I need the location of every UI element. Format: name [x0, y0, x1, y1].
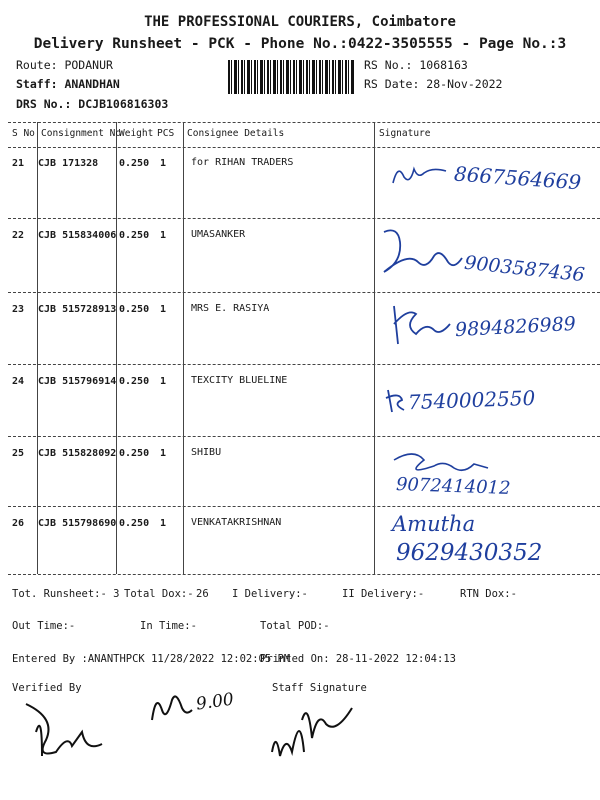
row-pcs: 1 [160, 376, 167, 387]
recipient-signature [384, 386, 410, 416]
row-sno: 26 [12, 518, 25, 529]
row-pcs: 1 [160, 304, 167, 315]
ii-delivery: II Delivery:- [342, 588, 425, 600]
rs-number: RS No.: 1068163 [364, 58, 468, 72]
row-consignee: VENKATAKRISHNAN [191, 517, 282, 528]
row-weight: 0.250 [119, 376, 150, 387]
row-weight: 0.250 [119, 158, 150, 169]
total-dox-label: Total Dox:- [124, 588, 194, 600]
row-consignment-no: CJB 515728913 [38, 304, 117, 315]
row-divider [8, 506, 600, 507]
row-weight: 0.250 [119, 448, 150, 459]
handwritten-phone: 9894826989 [454, 312, 577, 342]
initials-signature [148, 686, 198, 726]
handwritten-phone: 9072414012 [395, 474, 511, 499]
rs-date: RS Date: 28-Nov-2022 [364, 77, 503, 91]
staff-signature [266, 690, 362, 770]
row-weight: 0.250 [119, 518, 150, 529]
verified-by-label: Verified By [12, 682, 82, 694]
total-pod: Total POD:- [260, 620, 330, 632]
table-header-border [8, 147, 600, 148]
row-consignee: for RIHAN TRADERS [191, 157, 294, 168]
row-weight: 0.250 [119, 230, 150, 241]
row-sno: 24 [12, 376, 25, 387]
row-divider [8, 292, 600, 293]
handwritten-time: 9.00 [194, 689, 236, 715]
handwritten-phone: 9629430352 [396, 540, 543, 566]
row-pcs: 1 [160, 158, 167, 169]
row-pcs: 1 [160, 448, 167, 459]
row-consignee: SHIBU [191, 447, 222, 458]
handwritten-name: Amutha [392, 512, 476, 536]
staff-signature-label: Staff Signature [272, 682, 367, 694]
table-top-border [8, 122, 600, 123]
i-delivery: I Delivery:- [232, 588, 308, 600]
recipient-signature [386, 300, 458, 352]
row-consignee: UMASANKER [191, 229, 246, 240]
row-consignment-no: CJB 515796914 [38, 376, 117, 387]
column-header-pcs: PCS [157, 128, 175, 139]
row-divider [8, 218, 600, 219]
row-consignee: MRS E. RASIYA [191, 303, 270, 314]
row-sno: 21 [12, 158, 25, 169]
row-consignment-no: CJB 515798690 [38, 518, 117, 529]
row-consignment-no: CJB 515834006 [38, 230, 117, 241]
staff-label: Staff: ANANDHAN [16, 77, 120, 91]
in-time: In Time:- [140, 620, 197, 632]
row-pcs: 1 [160, 518, 167, 529]
drs-number: DRS No.: DCJB106816303 [16, 97, 169, 111]
route-label: Route: PODANUR [16, 58, 113, 72]
row-weight: 0.250 [119, 304, 150, 315]
barcode [228, 60, 354, 94]
total-dox-value: 26 [196, 588, 209, 600]
row-consignment-no: CJB 171328 [38, 158, 99, 169]
column-header-weight: Weight [119, 128, 154, 139]
row-consignment-no: CJB 515828092 [38, 448, 117, 459]
handwritten-phone: 9003587436 [463, 251, 586, 287]
row-sno: 23 [12, 304, 25, 315]
column-header-consignee: Consignee Details [187, 128, 285, 139]
printed-on: Printed On: 28-11-2022 12:04:13 [260, 653, 456, 665]
handwritten-phone: 8667564669 [453, 161, 582, 195]
verifier-signature [16, 692, 106, 772]
handwritten-phone: 7540002550 [407, 385, 536, 415]
row-divider [8, 436, 600, 437]
column-header-signature: Signature [379, 128, 431, 139]
row-pcs: 1 [160, 230, 167, 241]
table-bottom-border [8, 574, 600, 575]
row-sno: 22 [12, 230, 25, 241]
row-divider [8, 364, 600, 365]
recipient-signature [378, 222, 468, 282]
tot-runsheet: Tot. Runsheet:- 3 [12, 588, 120, 600]
rtn-dox: RTN Dox:- [460, 588, 517, 600]
column-header-sno: S No [12, 128, 35, 139]
row-consignee: TEXCITY BLUELINE [191, 375, 288, 386]
entered-by: Entered By :ANANTHPCK 11/28/2022 12:02:05 PM [12, 653, 291, 665]
column-header-consignment: Consignment No [41, 128, 122, 139]
out-time: Out Time:- [12, 620, 76, 632]
recipient-signature [390, 155, 450, 191]
page-title: THE PROFESSIONAL COURIERS, Coimbatore [144, 14, 456, 30]
row-sno: 25 [12, 448, 25, 459]
page-subtitle: Delivery Runsheet - PCK - Phone No.:0422-3505555 - Page No.:3 [33, 36, 567, 52]
